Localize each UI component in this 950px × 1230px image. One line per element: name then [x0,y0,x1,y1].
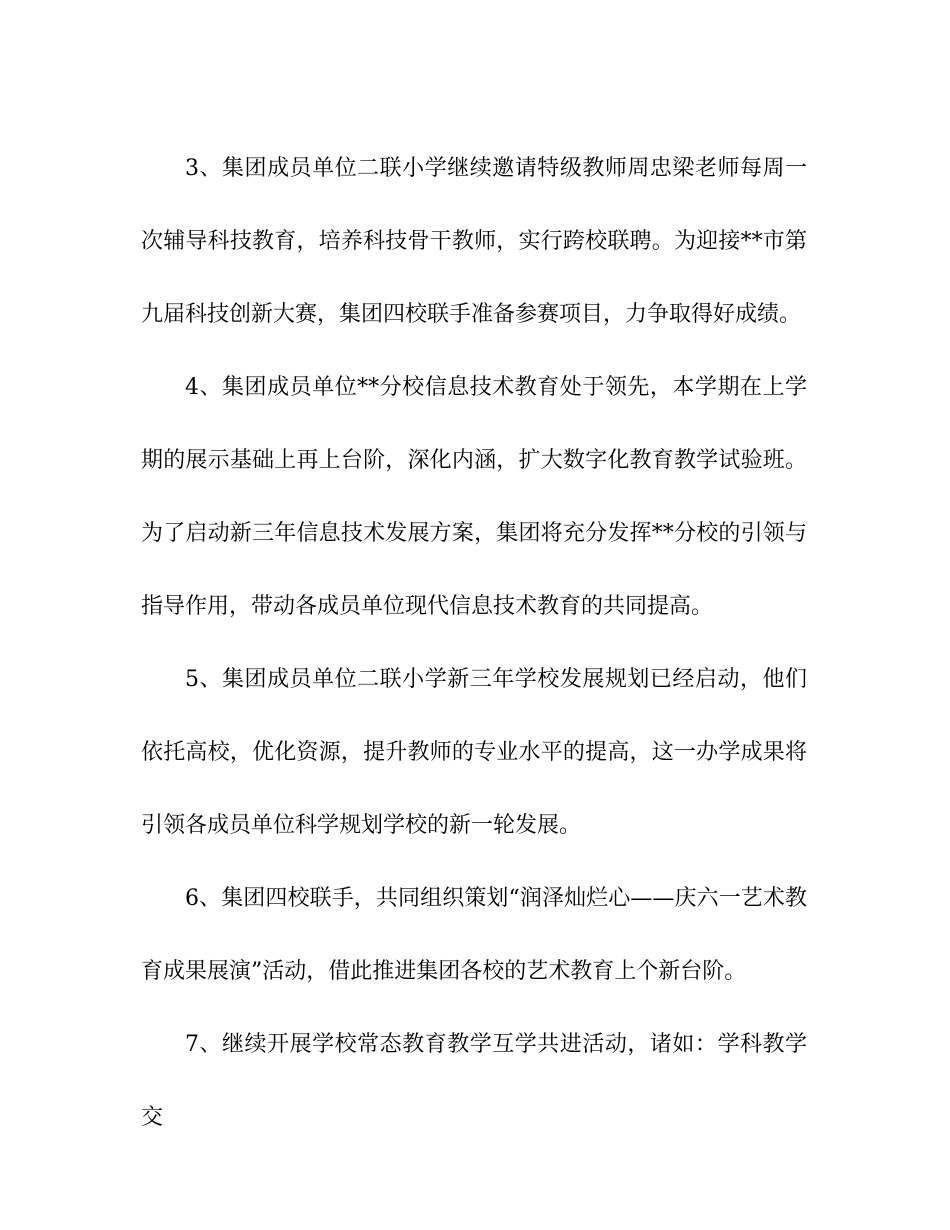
paragraph-item-6: 6、集团四校联手，共同组织策划“润泽灿烂心——庆六一艺术教育成果展演”活动，借此推进集团各校的艺术教育上个新台阶。 [141,886,807,984]
paragraph-item-4: 4、集团成员单位**分校信息技术教育处于领先，本学期在上学期的展示基础上再上台阶，深化内涵，扩大数字化教育教学试验班。为了启动新三年信息技术发展方案，集团将充分发挥**分校的引领与指导作用，带动各成员单位现代信息技术教育的共同提高。 [141,375,807,619]
document-body [141,132,807,1154]
paragraph-item-7: 7、继续开展学校常态教育教学互学共进活动，诸如：学科教学交 [141,1032,807,1130]
paragraph-item-3: 3、集团成员单位二联小学继续邀请特级教师周忠梁老师每周一次辅导科技教育，培养科技骨干教师，实行跨校联聘。为迎接**市第九届科技创新大赛，集团四校联手准备参赛项目，力争取得好成绩。 [141,156,807,327]
paragraph-item-5: 5、集团成员单位二联小学新三年学校发展规划已经启动，他们依托高校，优化资源，提升教师的专业水平的提高，这一办学成果将引领各成员单位科学规划学校的新一轮发展。 [141,667,807,838]
